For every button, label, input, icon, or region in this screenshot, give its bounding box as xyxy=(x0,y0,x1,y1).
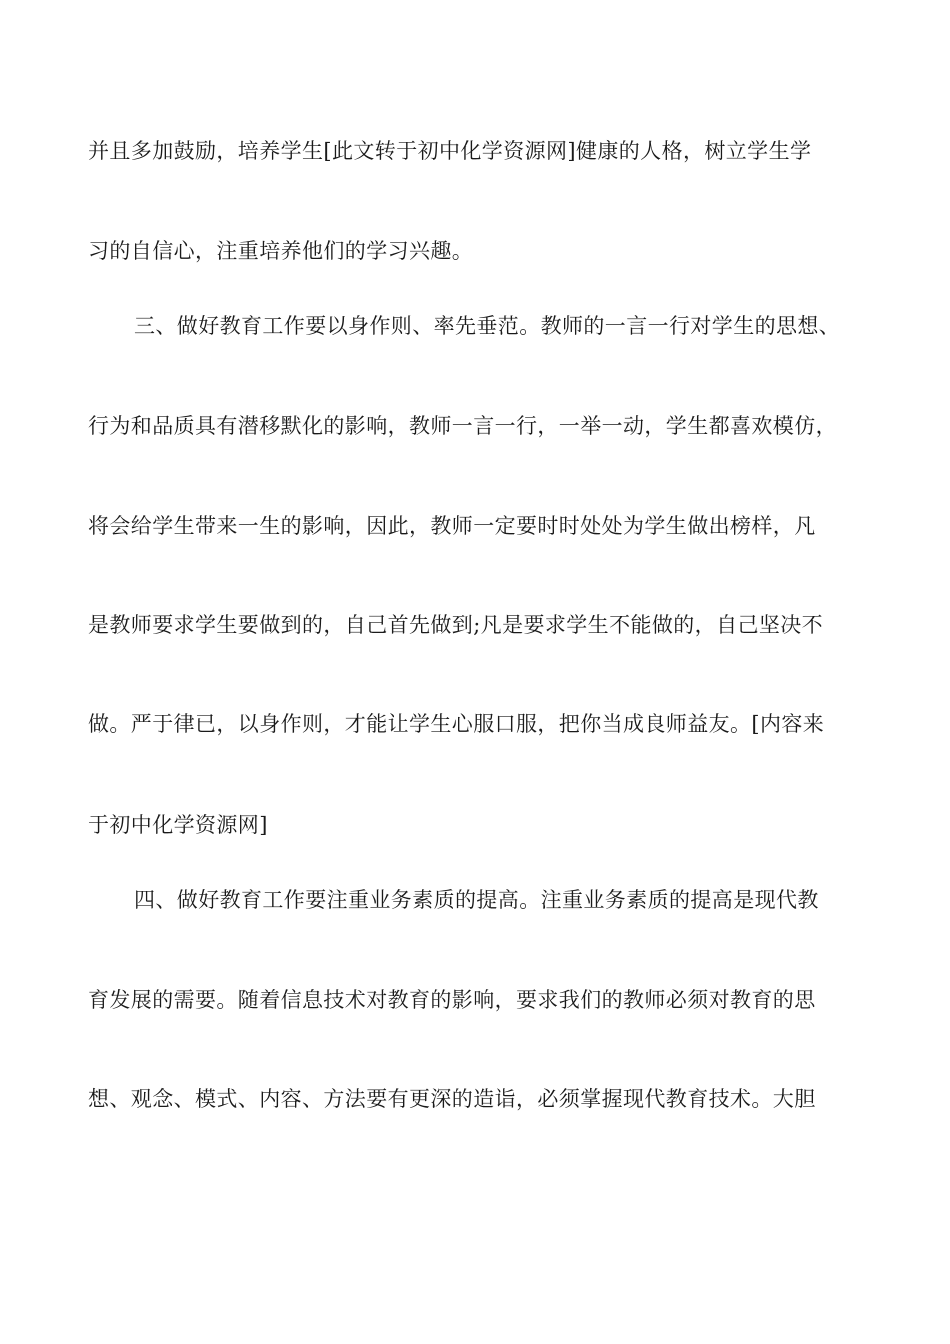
text-line: 于初中化学资源网] xyxy=(88,813,268,837)
paragraph-heading-line: 四、做好教育工作要注重业务素质的提高。注重业务素质的提高是现代教 xyxy=(134,888,819,912)
paragraph-heading-line: 三、做好教育工作要以身作则、率先垂范。教师的一言一行对学生的思想、 xyxy=(134,314,841,338)
text-line: 做。严于律已，以身作则，才能让学生心服口服，把你当成良师益友。[内容来 xyxy=(88,712,825,736)
text-line: 想、观念、模式、内容、方法要有更深的造诣，必须掌握现代教育技术。大胆 xyxy=(88,1087,816,1111)
text-line: 育发展的需要。随着信息技术对教育的影响，要求我们的教师必须对教育的思 xyxy=(88,988,816,1012)
text-line: 是教师要求学生要做到的，自己首先做到;凡是要求学生不能做的，自己坚决不 xyxy=(88,613,824,637)
text-line: 并且多加鼓励，培养学生[此文转于初中化学资源网]健康的人格，树立学生学 xyxy=(88,139,812,163)
text-line: 行为和品质具有潜移默化的影响，教师一言一行，一举一动，学生都喜欢模仿， xyxy=(88,414,837,438)
text-line: 习的自信心，注重培养他们的学习兴趣。 xyxy=(88,239,474,263)
text-line: 将会给学生带来一生的影响，因此，教师一定要时时处处为学生做出榜样，凡 xyxy=(88,514,816,538)
